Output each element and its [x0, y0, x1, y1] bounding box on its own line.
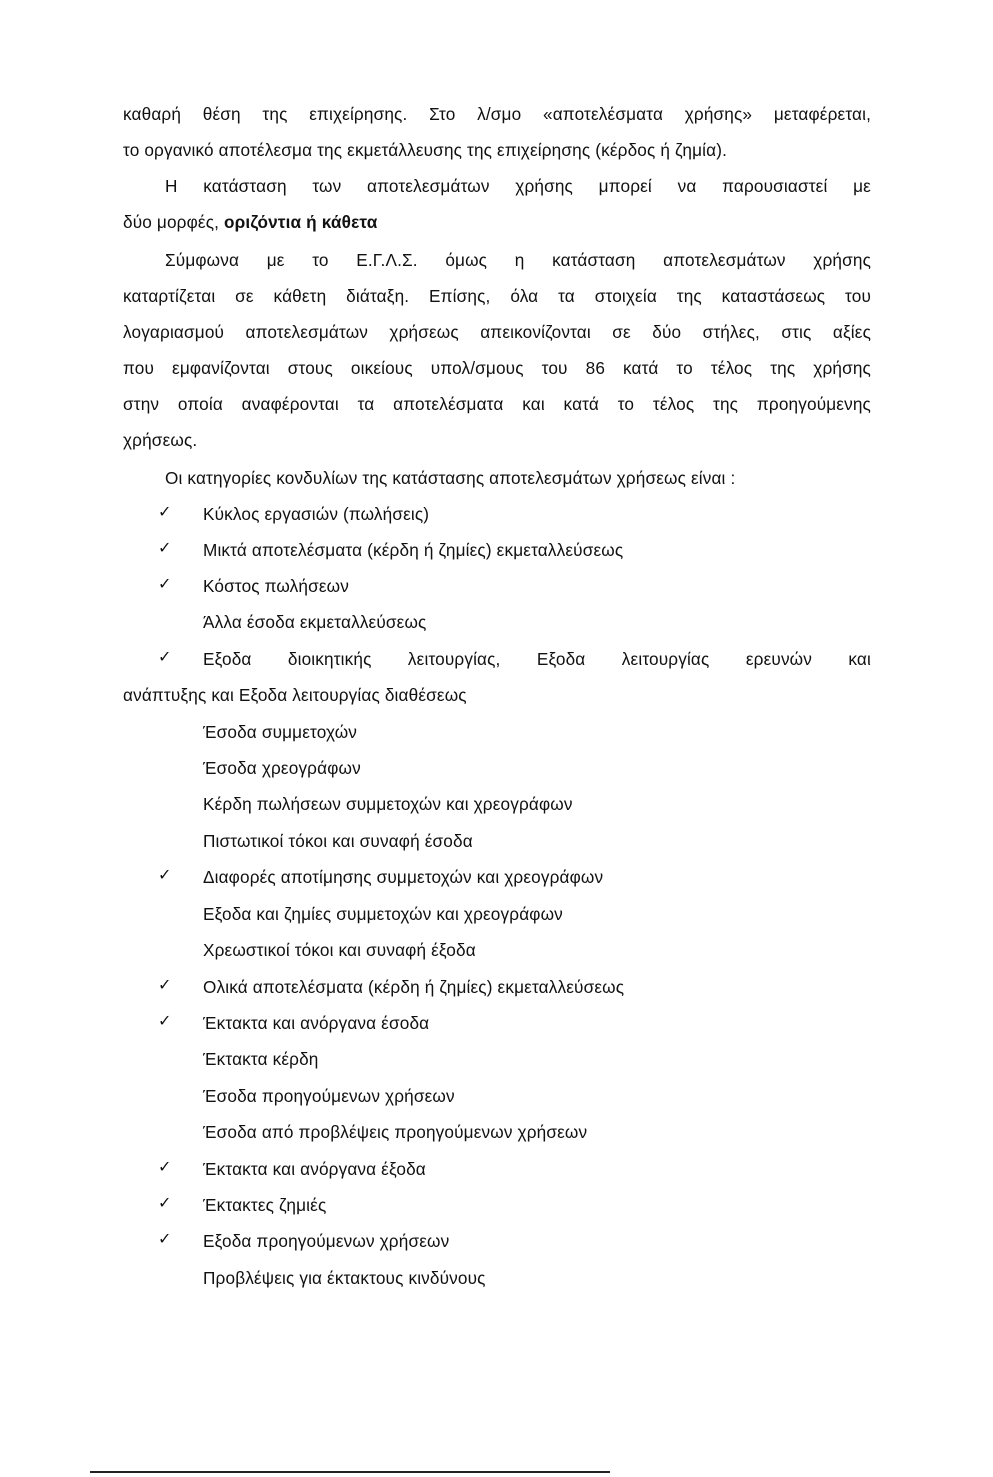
paragraph-text: δύο μορφές,	[123, 212, 224, 232]
list-item: Έσοδα συμμετοχών	[203, 722, 358, 742]
list-item: Έκτακτα και ανόργανα έξοδα	[203, 1159, 426, 1179]
list-item: Έσοδα προηγούμενων χρήσεων	[203, 1086, 455, 1106]
list-item: Εξοδα και ζημίες συμμετοχών και χρεογράφων	[203, 904, 563, 924]
check-icon: ✓	[158, 867, 172, 884]
list-item: Κέρδη πωλήσεων συμμετοχών και χρεογράφων	[203, 794, 573, 814]
check-icon: ✓	[158, 977, 172, 994]
check-icon: ✓	[158, 649, 172, 666]
paragraph-line: που εμφανίζονται στους οικείους υπολ/σμους του 86 κατά το τέλος της χρήσης	[123, 358, 871, 378]
list-item-continuation: ανάπτυξης και Εξοδα λειτουργίας διαθέσεως	[123, 685, 467, 705]
paragraph-line: Η κατάσταση των αποτελεσμάτων χρήσης μπορεί να παρουσιαστεί με	[165, 176, 871, 196]
list-item: Ολικά αποτελέσματα (κέρδη ή ζημίες) εκμεταλλεύσεως	[203, 977, 625, 997]
paragraph-line: χρήσεως.	[123, 430, 198, 450]
list-item: Πιστωτικοί τόκοι και συναφή έσοδα	[203, 831, 473, 851]
check-icon: ✓	[158, 1195, 172, 1212]
paragraph-line	[123, 210, 871, 234]
list-item: Κύκλος εργασιών (πωλήσεις)	[203, 504, 430, 524]
paragraph-line: καταρτίζεται σε κάθετη διάταξη. Επίσης, όλα τα στοιχεία της καταστάσεως του	[123, 286, 871, 306]
check-icon: ✓	[158, 1013, 172, 1030]
list-item: Εξοδα διοικητικής λειτουργίας, Εξοδα λειτουργίας ερευνών και	[203, 649, 871, 669]
check-icon: ✓	[158, 504, 172, 521]
list-item: Κόστος πωλήσεων	[203, 576, 349, 596]
paragraph-line: στην οποία αναφέρονται τα αποτελέσματα και κατά το τέλος της προηγούμενης	[123, 394, 871, 414]
list-item: Προβλέψεις για έκτακτους κινδύνους	[203, 1268, 486, 1288]
list-item: Έκτακτες ζημιές	[203, 1195, 327, 1215]
list-item: Εξοδα προηγούμενων χρήσεων	[203, 1231, 450, 1251]
list-item: Έσοδα από προβλέψεις προηγούμενων χρήσεων	[203, 1122, 588, 1142]
list-item: Μικτά αποτελέσματα (κέρδη ή ζημίες) εκμεταλλεύσεως	[203, 540, 624, 560]
paragraph-line: Σύμφωνα με το Ε.Γ.Λ.Σ. όμως η κατάσταση αποτελεσμάτων χρήσης	[165, 250, 871, 270]
list-item: Έκτακτα κέρδη	[203, 1049, 319, 1069]
emphasis-text: οριζόντια ή κάθετα	[223, 212, 378, 232]
list-item: Άλλα έσοδα εκμεταλλεύσεως	[203, 612, 427, 632]
check-icon: ✓	[158, 1231, 172, 1248]
paragraph-line: καθαρή θέση της επιχείρησης. Στο λ/σμο «αποτελέσματα χρήσης» μεταφέρεται,	[123, 104, 871, 124]
check-icon: ✓	[158, 576, 172, 593]
list-item: Χρεωστικοί τόκοι και συναφή έξοδα	[203, 940, 476, 960]
bottom-rule	[90, 1471, 610, 1473]
paragraph-line: το οργανικό αποτέλεσμα της εκμετάλλευσης της επιχείρησης (κέρδος ή ζημία).	[123, 140, 728, 160]
paragraph-line: λογαριασμού αποτελεσμάτων χρήσεως απεικονίζονται σε δύο στήλες, στις αξίες	[123, 322, 871, 342]
list-item: Έκτακτα και ανόργανα έσοδα	[203, 1013, 430, 1033]
check-icon: ✓	[158, 1159, 172, 1176]
list-item: Έσοδα χρεογράφων	[203, 758, 361, 778]
list-intro: Οι κατηγορίες κονδυλίων της κατάστασης αποτελεσμάτων χρήσεως είναι :	[165, 468, 736, 488]
check-icon: ✓	[158, 540, 172, 557]
list-item: Διαφορές αποτίμησης συμμετοχών και χρεογράφων	[203, 867, 604, 887]
